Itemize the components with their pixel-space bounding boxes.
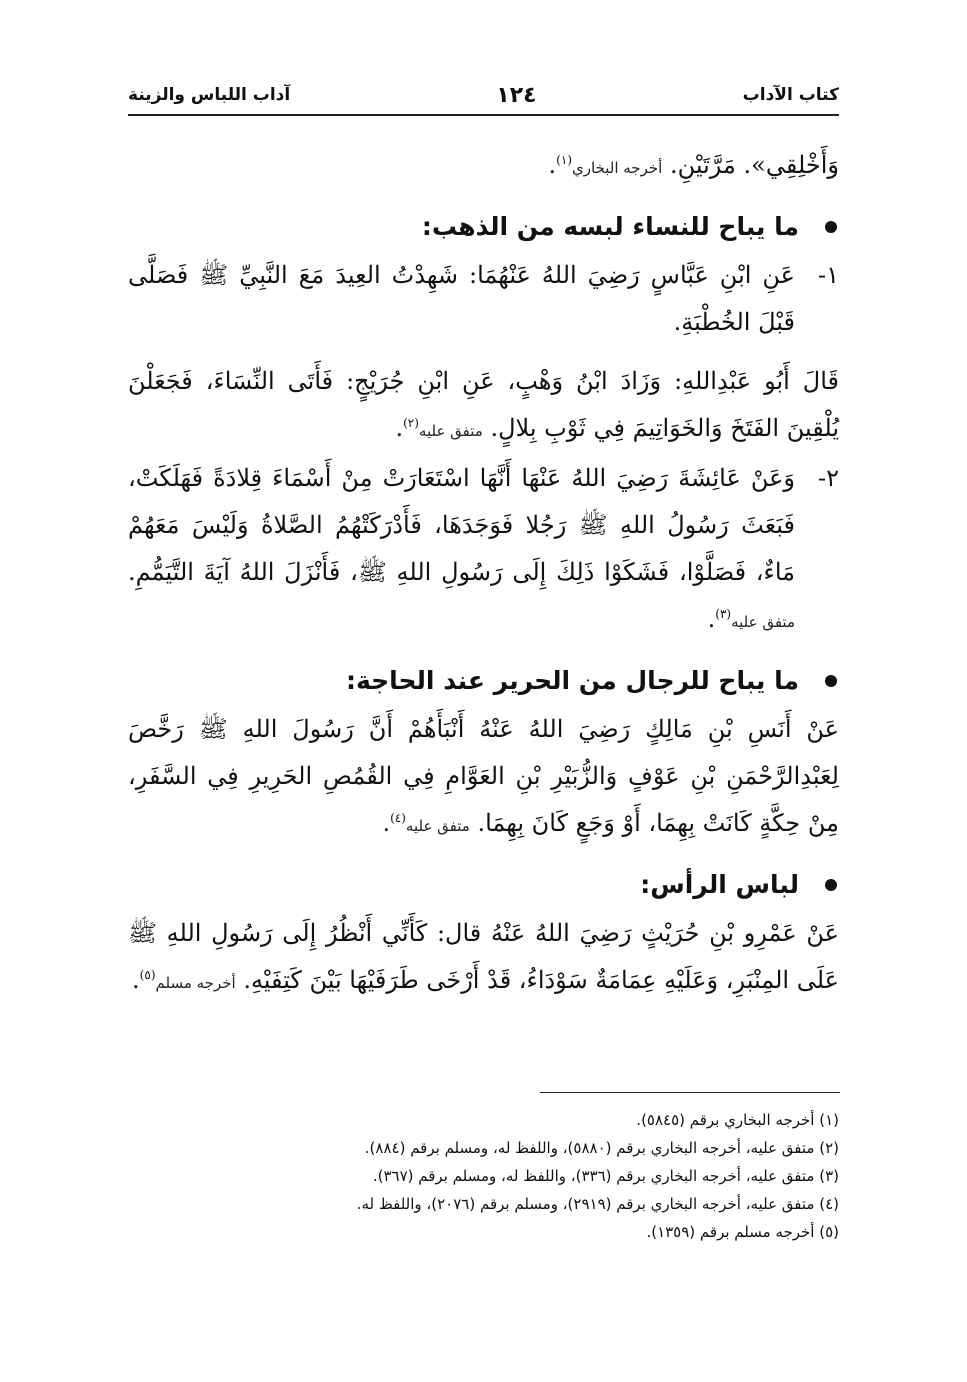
hadith-paragraph — [128, 706, 839, 850]
hadith-text: عَنْ عَمْرِو بْنِ حُرَيْثٍ رَضِيَ اللهُ عَنْهُ قال: كَأَنِّي أَنْظُرُ إِلَى رَسُولِ اللهِ ﷺ عَلَى المِنْبَرِ، وَعَلَيْهِ عِمَامَةٌ سَوْدَاءُ، قَدْ أَرْخَى طَرَفَيْهَا بَيْنَ كَتِفَيْهِ. — [128, 919, 839, 994]
hadith-paragraph — [128, 910, 839, 1007]
hadith-item — [128, 252, 839, 346]
footnote: (٣) متفق عليه، أخرجه البخاري برقم (٣٣٦)، واللفظ له، ومسلم برقم (٣٦٧). — [372, 1167, 839, 1185]
section-heading — [128, 656, 839, 706]
source-attribution: متفق عليه — [418, 422, 483, 440]
source-attribution: متفق عليه — [731, 613, 795, 631]
footnote-divider — [540, 1092, 840, 1093]
bullet-icon — [825, 879, 837, 891]
hadith-text: عَنِ ابْنِ عَبَّاسٍ رَضِيَ اللهُ عَنْهُمَا: شَهِدْتُ العِيدَ مَعَ النَّبِيِّ ﷺ فَصَلَّى قَبْلَ الخُطْبَةِ. — [128, 261, 795, 336]
footnote: (٤) متفق عليه، أخرجه البخاري برقم (٢٩١٩)، ومسلم برقم (٢٠٧٦)، واللفظ له. — [356, 1195, 839, 1213]
source-attribution: أخرجه مسلم — [155, 974, 236, 992]
continuation-text: وَأَخْلِقِي». مَرَّتَيْنِ. — [669, 151, 839, 179]
page-number: ١٢٤ — [496, 82, 537, 108]
page-header — [128, 78, 839, 112]
footnote: (١) أخرجه البخاري برقم (٥٨٤٥). — [636, 1111, 839, 1129]
item-number: ٢- — [818, 464, 839, 492]
period: . — [395, 414, 404, 442]
section-heading-text: ما يباح للرجال من الحرير عند الحاجة: — [345, 666, 799, 695]
period: . — [382, 809, 391, 837]
period: . — [548, 151, 557, 179]
footnote-ref: (٥) — [139, 968, 156, 982]
bullet-icon — [825, 675, 837, 687]
hadith-text: قَالَ أَبُو عَبْدِاللهِ: وَزَادَ ابْنُ وَهْبٍ، عَنِ ابْنِ جُرَيْجٍ: فَأَتَى النِّسَاءَ، فَجَعَلْنَ يُلْقِينَ الفَتَخَ وَالخَوَاتِيمَ فِي ثَوْبِ بِلالٍ. — [128, 367, 839, 442]
header-divider — [128, 114, 839, 116]
section-heading-text: لباس الرأس: — [640, 870, 799, 899]
continuation-paragraph — [128, 142, 839, 192]
chapter-title: آداب اللباس والزينة — [128, 85, 291, 105]
footnote-ref: (٢) — [403, 416, 419, 430]
footnote: (٢) متفق عليه، أخرجه البخاري برقم (٥٨٨٠)، واللفظ له، ومسلم برقم (٨٨٤). — [364, 1139, 839, 1157]
bullet-icon — [825, 221, 837, 233]
footnote: (٥) أخرجه مسلم برقم (١٣٥٩). — [646, 1223, 839, 1241]
hadith-text-wrap — [128, 455, 795, 646]
item-number: ١- — [818, 261, 839, 289]
hadith-text: وَعَنْ عَائِشَةَ رَضِيَ اللهُ عَنْهَا أَنَّهَا اسْتَعَارَتْ مِنْ أَسْمَاءَ قِلادَةً فَهَلَكَتْ، فَبَعَثَ رَسُولُ اللهِ ﷺ رَجُلا فَوَجَدَهَا، فَأَدْرَكَتْهُمُ الصَّلاةُ وَلَيْسَ مَعَهُمْ مَاءٌ، فَصَلَّوْا، فَشَكَوْا ذَلِكَ إِلَى رَسُولِ اللهِ ﷺ، فَأَنْزَلَ اللهُ آيَةَ التَّيَمُّمِ. — [128, 464, 795, 586]
section-heading — [128, 860, 839, 910]
footnote-ref: (٤) — [390, 811, 406, 825]
period: . — [132, 966, 140, 994]
footnote-ref: (٣) — [715, 607, 732, 621]
source-attribution: متفق عليه — [405, 817, 470, 835]
source-attribution: أخرجه البخاري — [572, 159, 663, 177]
footnotes — [128, 1106, 839, 1246]
hadith-text: عَنْ أَنَسِ بْنِ مَالِكٍ رَضِيَ اللهُ عَنْهُ أَنْبَأَهُمْ أَنَّ رَسُولَ اللهِ ﷺ رَخَّصَ لِعَبْدِالرَّحْمَنِ بْنِ عَوْفٍ وَالزُّبَيْرِ بْنِ العَوَّامِ فِي القُمُصِ الحَرِيرِ فِي السَّفَرِ، مِنْ حِكَّةٍ كَانَتْ بِهِمَا، أَوْ وَجَعٍ كَانَ بِهِمَا. — [128, 715, 839, 837]
hadith-paragraph — [128, 358, 839, 455]
section-heading — [128, 202, 839, 252]
footnote-ref: (١) — [556, 153, 572, 167]
main-text — [128, 142, 839, 1007]
book-title: كتاب الآداب — [742, 85, 839, 105]
period: . — [707, 605, 716, 633]
section-heading-text: ما يباح للنساء لبسه من الذهب: — [421, 212, 799, 241]
hadith-item — [128, 455, 839, 646]
